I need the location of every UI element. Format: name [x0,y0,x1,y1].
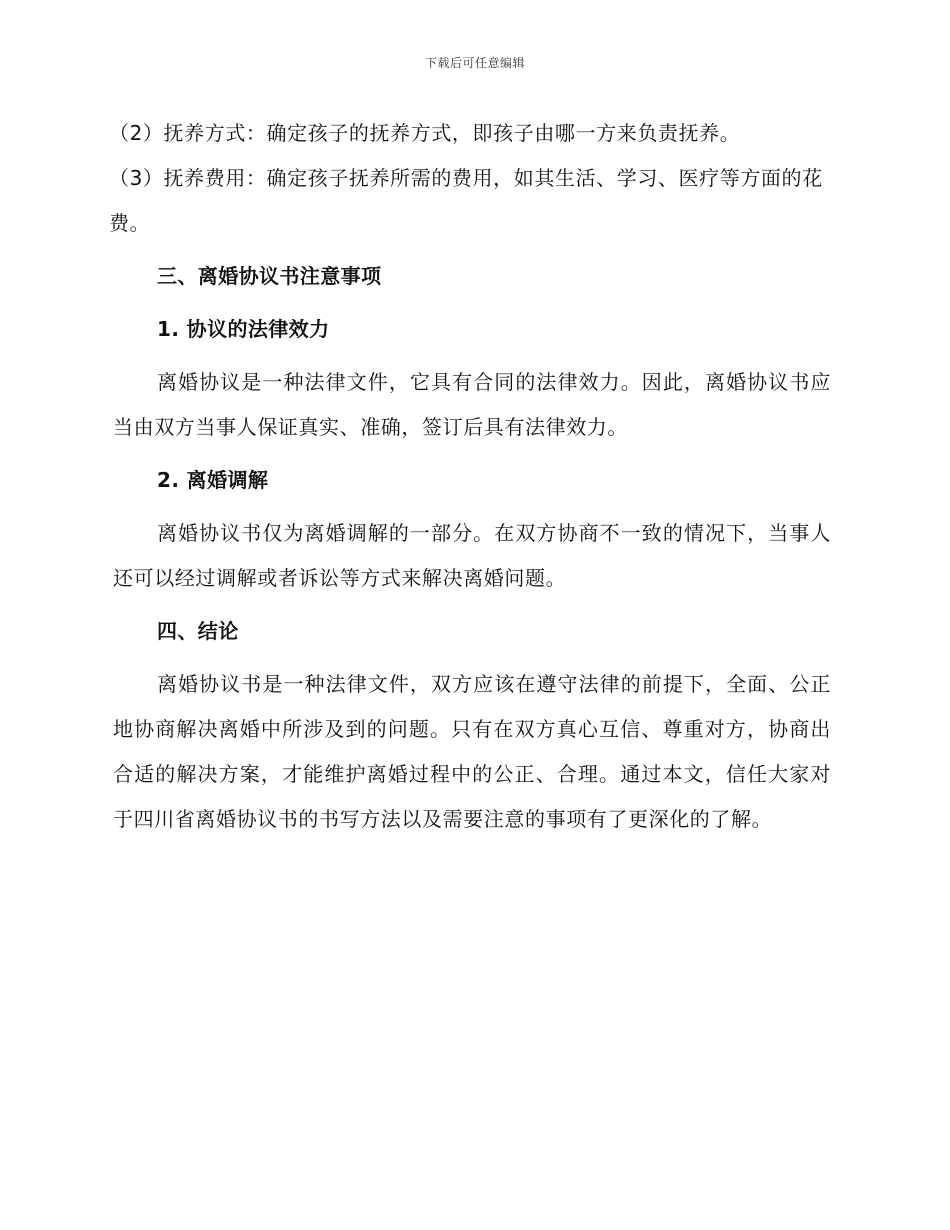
list-item-custody-method: （2）抚养方式：确定孩子的抚养方式，即孩子由哪一方来负责抚养。 [109,121,741,145]
list-item-custody-cost: （3）抚养费用：确定孩子抚养所需的费用，如其生活、学习、医疗等方面的花费。 [109,166,823,235]
subheading-legal-effect: 1. 协议的法律效力 [157,317,330,341]
section-heading-conclusion: 四、结论 [157,619,239,643]
header-note: 下载后可任意编辑 [424,56,525,70]
document-body [109,111,831,842]
section-heading-notes: 三、离婚协议书注意事项 [157,264,382,288]
paragraph-legal-effect: 离婚协议是一种法律文件，它具有合同的法律效力。因此，离婚协议书应当由双方当事人保证真实、准确，签订后具有法律效力。 [113,370,831,439]
paragraph-mediation: 离婚协议书仅为离婚调解的一部分。在双方协商不一致的情况下，当事人还可以经过调解或者诉讼等方式来解决离婚问题。 [113,521,831,590]
subheading-mediation: 2. 离婚调解 [157,468,269,492]
paragraph-conclusion: 离婚协议书是一种法律文件，双方应该在遵守法律的前提下，全面、公正地协商解决离婚中所涉及到的问题。只有在双方真心互信、尊重对方，协商出合适的解决方案，才能维护离婚过程中的公正、合理。通过本文，信任大家对于四川省离婚协议书的书写方法以及需要注意的事项有了更深化的了解。 [113,672,831,831]
